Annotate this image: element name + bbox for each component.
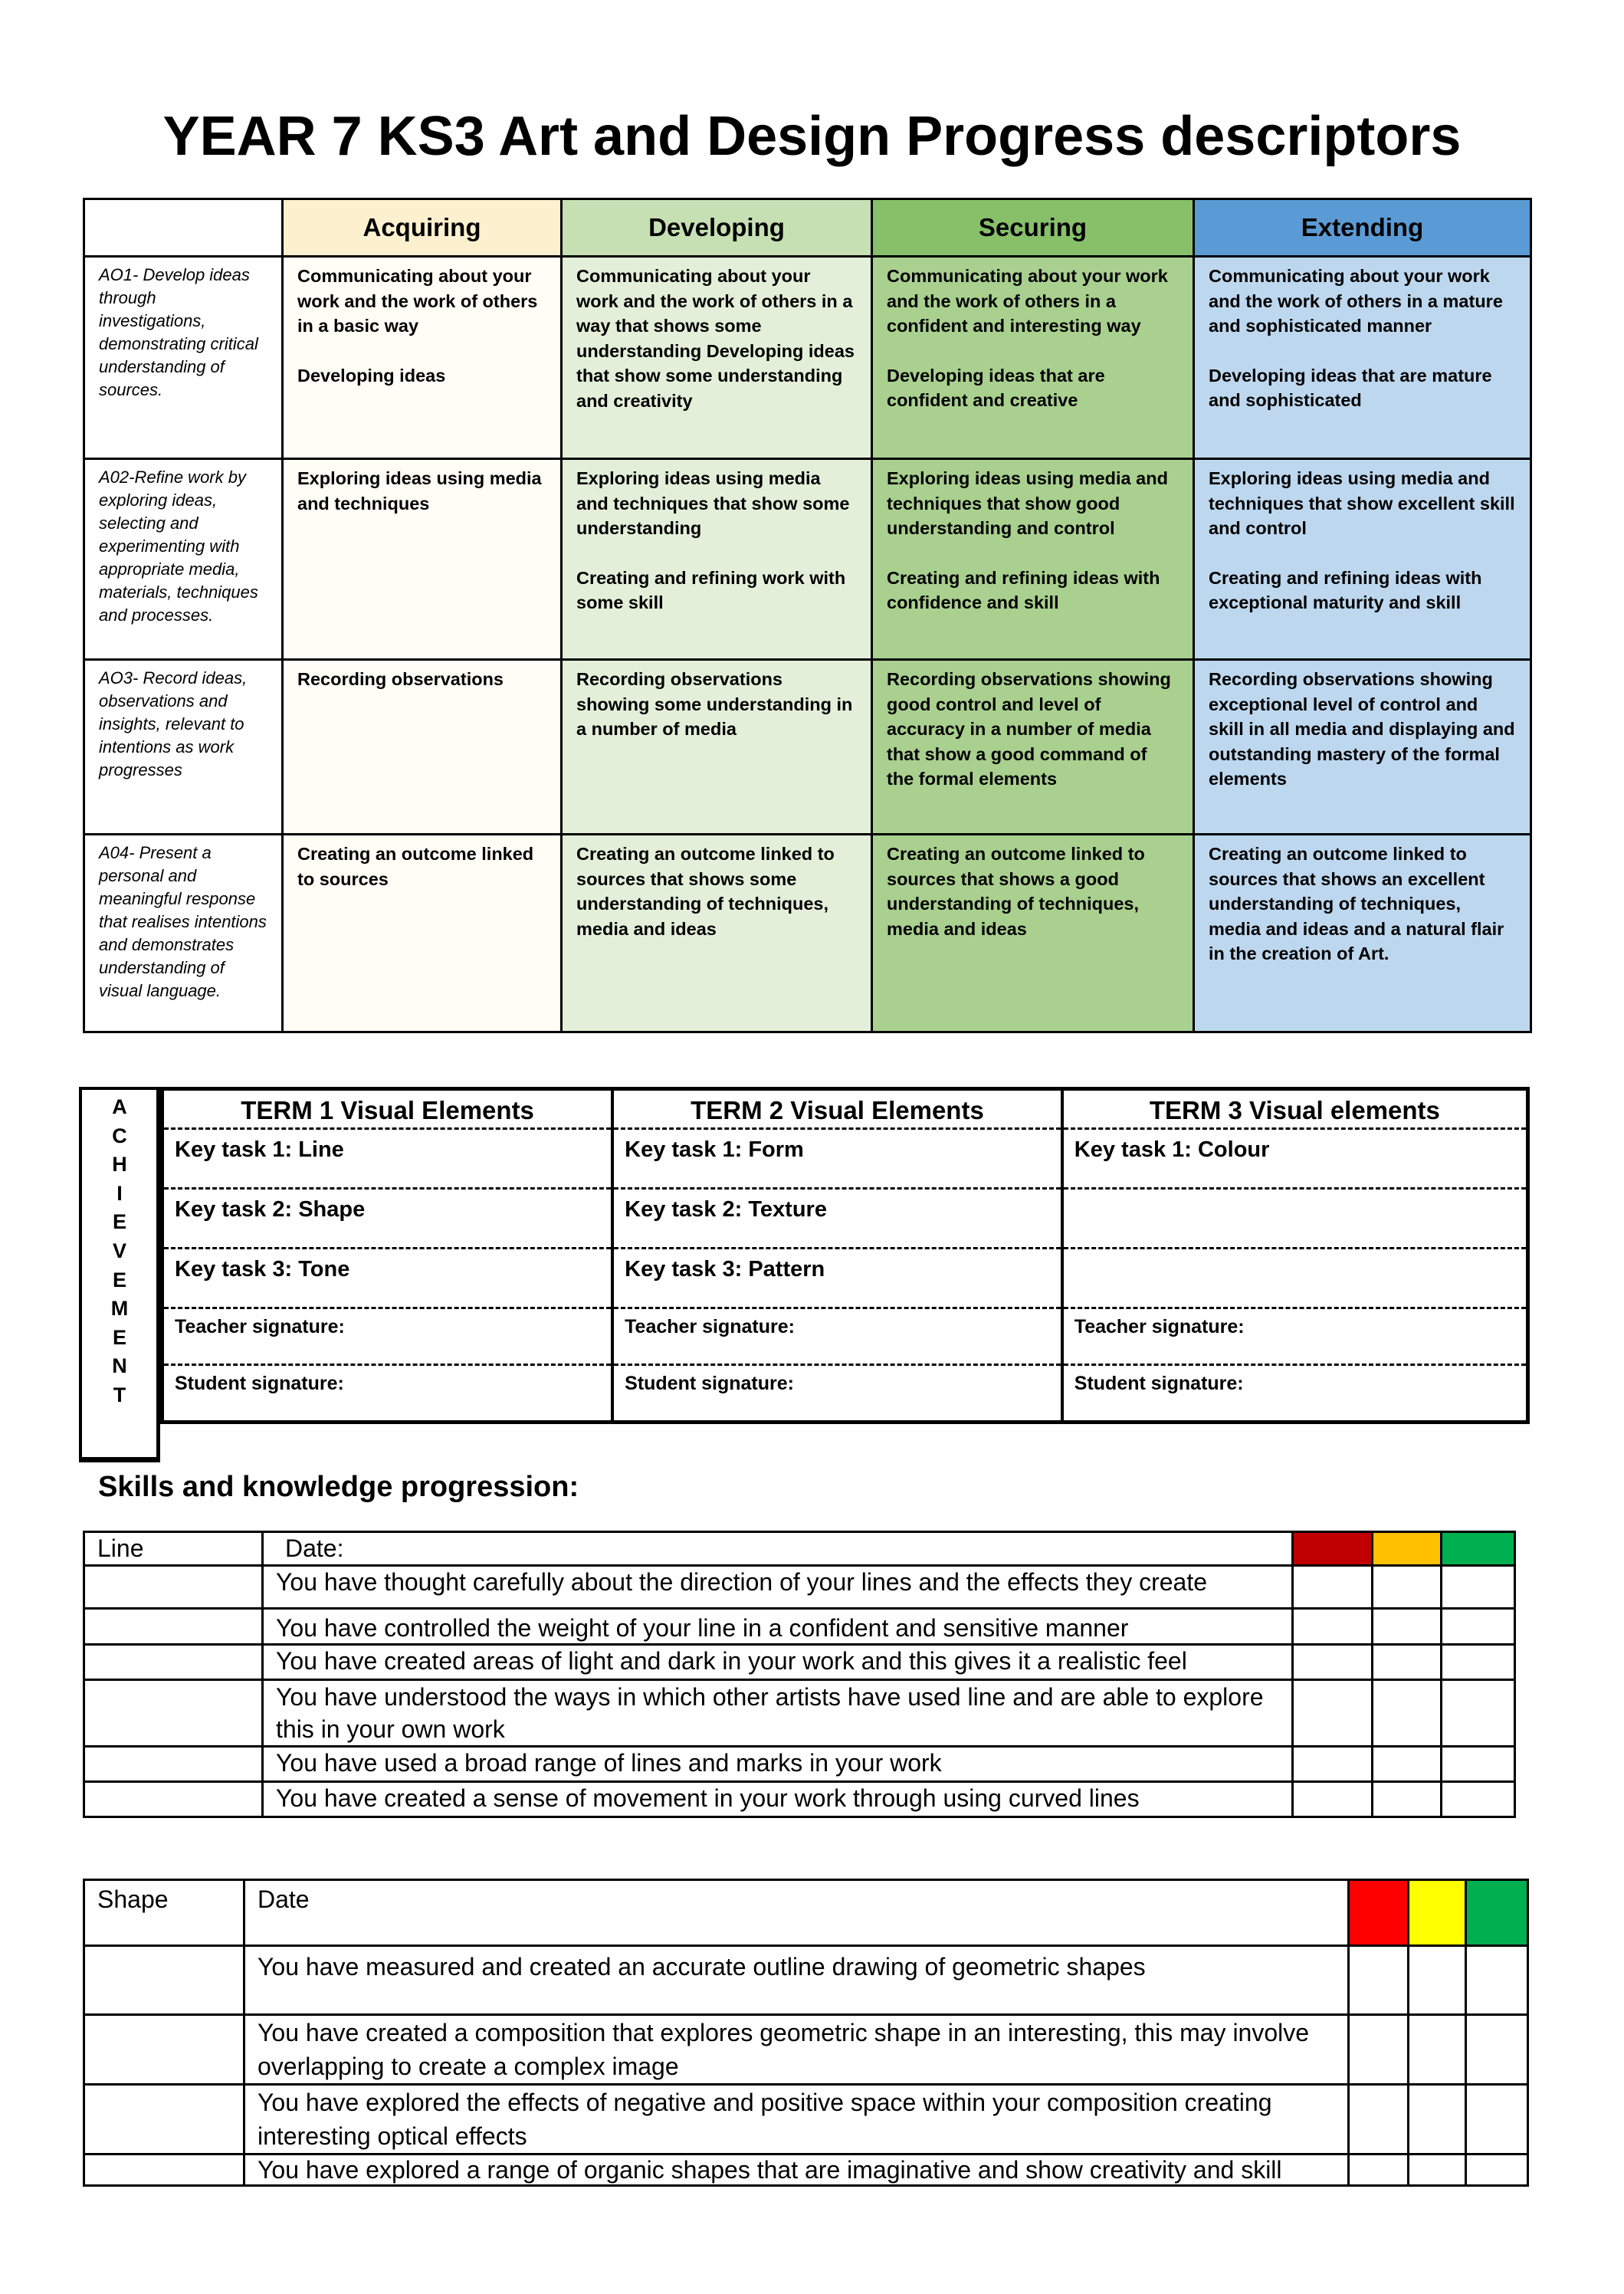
term1-task3: Key task 3: Tone [162,1249,613,1308]
descriptor-row-ao4 [84,835,1531,1032]
shape-skill-row [84,1946,1528,2015]
ao2-extending [1194,459,1531,660]
term3-title: TERM 3 Visual elements [1062,1089,1528,1129]
achievement-letter: E [112,1325,126,1349]
green-rating-swatch [1466,1880,1528,1946]
achievement-letter: E [112,1210,126,1234]
red-checkbox[interactable] [1293,1609,1373,1645]
term2-teacher-signature[interactable]: Teacher signature: [612,1308,1062,1365]
green-checkbox[interactable] [1442,1645,1515,1680]
term3-teacher-signature[interactable]: Teacher signature: [1062,1308,1528,1365]
term2-student-signature[interactable]: Student signature: [612,1365,1062,1423]
shape-skill-row [84,2085,1528,2155]
line-header-row [84,1532,1515,1566]
ao1-acquiring [283,257,562,459]
skill-text: You have used a broad range of lines and marks in your work [263,1747,1293,1782]
term1-title: TERM 1 Visual Elements [162,1089,613,1129]
descriptor-row-ao2 [84,459,1531,660]
green-rating-swatch [1442,1532,1515,1566]
descriptor-text: Developing ideas [297,365,446,386]
descriptor-text: Communicating about your work and the work of others in a confident and interesting way [887,266,1168,336]
green-checkbox[interactable] [1442,1680,1515,1747]
achievement-letter: T [113,1383,126,1406]
amber-checkbox[interactable] [1373,1782,1442,1817]
term1-task1: Key task 1: Line [162,1129,613,1189]
achievement-table [160,1087,1530,1424]
term2-task1: Key task 1: Form [612,1129,1062,1189]
descriptor-text: Developing ideas that are confident and creative [887,365,1105,410]
blank-cell [84,2085,244,2155]
descriptor-text: Communicating about your work and the work of others in a mature and sophisticated manner [1209,266,1503,336]
skill-text: You have explored a range of organic shapes that are imaginative and show creativity and skill [244,2155,1349,2186]
descriptor-text: Communicating about your work and the work of others in a basic way [297,266,538,336]
ao3-securing: Recording observations showing good control and level of accuracy in a number of media that show a good command of the formal elements [872,660,1194,835]
term3-task1: Key task 1: Colour [1062,1129,1528,1189]
objective-ao1: AO1- Develop ideas through investigations, demonstrating critical understanding of sources. [84,257,283,459]
shape-skill-row [84,2015,1528,2085]
amber-checkbox[interactable] [1373,1566,1442,1609]
red-checkbox[interactable] [1349,2015,1409,2085]
ao2-developing [562,459,872,660]
green-checkbox[interactable] [1466,2155,1528,2186]
term1-teacher-signature[interactable]: Teacher signature: [162,1308,613,1365]
descriptor-text: Exploring ideas using media and techniques that show some understanding [576,468,850,538]
line-skill-row [84,1782,1515,1817]
ao4-acquiring: Creating an outcome linked to sources [283,835,562,1032]
header-blank [84,199,283,257]
achievement-letter: H [112,1153,127,1177]
header-developing: Developing [562,199,872,257]
line-label: Line [84,1532,263,1566]
term2-task2: Key task 2: Texture [612,1189,1062,1249]
term2-title: TERM 2 Visual Elements [612,1089,1062,1129]
term-header-row [162,1089,1528,1129]
ao4-extending: Creating an outcome linked to sources that shows an excellent understanding of techniques, media and ideas and a natural flair in the creation of Art. [1194,835,1531,1032]
shape-skill-row [84,2155,1528,2186]
skill-text: You have created a sense of movement in your work through using curved lines [263,1782,1293,1817]
red-checkbox[interactable] [1293,1645,1373,1680]
shape-label: Shape [84,1880,244,1946]
green-checkbox[interactable] [1466,2085,1528,2155]
green-checkbox[interactable] [1442,1609,1515,1645]
ao3-developing: Recording observations showing some understanding in a number of media [562,660,872,835]
descriptor-text: Communicating about your work and the work of others in a way that shows some understanding Developing ideas that show some understanding and creativity [576,266,855,411]
ao2-acquiring [283,459,562,660]
descriptor-text: Exploring ideas using media and techniques that show excellent skill and control [1209,468,1515,538]
yellow-rating-swatch [1409,1880,1466,1946]
red-checkbox[interactable] [1349,2155,1409,2186]
achievement-letter: M [110,1297,129,1321]
amber-checkbox[interactable] [1373,1680,1442,1747]
green-checkbox[interactable] [1466,1946,1528,2015]
objective-ao4: A04- Present a personal and meaningful response that realises intentions and demonstrates understanding of visual language. [84,835,283,1032]
green-checkbox[interactable] [1466,2015,1528,2085]
red-checkbox[interactable] [1293,1566,1373,1609]
green-checkbox[interactable] [1442,1566,1515,1609]
term2-task3: Key task 3: Pattern [612,1249,1062,1308]
skill-text: You have created areas of light and dark in your work and this gives it a realistic feel [263,1645,1293,1680]
skill-text: You have created a composition that explores geometric shape in an interesting, this may involve overlapping to create a complex image [244,2015,1349,2085]
descriptor-text: Creating and refining work with some skill [576,567,846,612]
yellow-checkbox[interactable] [1409,2155,1466,2186]
descriptor-text: Creating and refining ideas with confidence and skill [887,567,1160,612]
ao4-developing: Creating an outcome linked to sources that shows some understanding of techniques, media and ideas [562,835,872,1032]
term3-task3 [1062,1249,1528,1308]
header-acquiring: Acquiring [283,199,562,257]
header-securing: Securing [872,199,1194,257]
amber-checkbox[interactable] [1373,1747,1442,1782]
amber-rating-swatch [1373,1532,1442,1566]
descriptor-row-ao1 [84,257,1531,459]
skills-heading: Skills and knowledge progression: [98,1471,579,1503]
red-checkbox[interactable] [1349,1946,1409,2015]
green-checkbox[interactable] [1442,1782,1515,1817]
term3-student-signature[interactable]: Student signature: [1062,1365,1528,1423]
blank-cell [84,1566,263,1609]
red-checkbox[interactable] [1293,1680,1373,1747]
objective-ao3: AO3- Record ideas, observations and insights, relevant to intentions as work progresses [84,660,283,835]
descriptor-text: Exploring ideas using media and techniques that show good understanding and control [887,468,1168,538]
descriptor-text: Developing ideas that are mature and sophisticated [1209,365,1492,410]
ao1-extending [1194,257,1531,459]
amber-checkbox[interactable] [1373,1609,1442,1645]
green-checkbox[interactable] [1442,1747,1515,1782]
achievement-letter: C [112,1124,127,1147]
skill-text: You have explored the effects of negative and positive space within your composition creating interesting optical effects [244,2085,1349,2155]
term3-task2 [1062,1189,1528,1249]
line-skill-row [84,1680,1515,1747]
ao3-extending: Recording observations showing exceptional level of control and skill in all media and displaying and outstanding mastery of the formal elements [1194,660,1531,835]
blank-cell [84,1747,263,1782]
achievement-letter: E [112,1268,126,1291]
red-checkbox[interactable] [1349,2085,1409,2155]
shape-date-label[interactable]: Date [244,1880,1349,1946]
blank-cell [84,1645,263,1680]
term1-student-signature[interactable]: Student signature: [162,1365,613,1423]
header-extending: Extending [1194,199,1531,257]
achievement-letter: N [112,1354,127,1378]
objective-ao2: A02-Refine work by exploring ideas, selecting and experimenting with appropriate media, materials, techniques and processes. [84,459,283,660]
blank-cell [84,1782,263,1817]
achievement-letter: V [112,1239,126,1262]
descriptor-header-row [84,199,1531,257]
red-rating-swatch [1293,1532,1373,1566]
blank-cell [84,2015,244,2085]
ao4-securing: Creating an outcome linked to sources that shows a good understanding of techniques, media and ideas [872,835,1194,1032]
yellow-checkbox[interactable] [1409,2015,1466,2085]
ao1-securing [872,257,1194,459]
yellow-checkbox[interactable] [1409,1946,1466,2015]
achievement-vertical-label [79,1093,160,1410]
achievement-letter: A [112,1095,127,1118]
line-skills-table [83,1531,1516,1818]
yellow-checkbox[interactable] [1409,2085,1466,2155]
shape-header-row [84,1880,1528,1946]
descriptor-text: Exploring ideas using media and techniques [297,468,542,514]
blank-cell [84,1946,244,2015]
skill-text: You have thought carefully about the direction of your lines and the effects they create [263,1566,1293,1609]
amber-checkbox[interactable] [1373,1645,1442,1680]
page-title: YEAR 7 KS3 Art and Design Progress descriptors [162,106,1462,167]
line-skill-row [84,1645,1515,1680]
shape-skills-table [83,1879,1529,2187]
line-date-label[interactable]: Date: [263,1532,1293,1566]
teacher-signature-row [162,1308,1528,1365]
term1-task2: Key task 2: Shape [162,1189,613,1249]
skill-text: You have measured and created an accurate outline drawing of geometric shapes [244,1946,1349,2015]
descriptor-text: Creating and refining ideas with exceptional maturity and skill [1209,567,1482,612]
line-skill-row [84,1609,1515,1645]
blank-cell [84,2155,244,2186]
ao2-securing [872,459,1194,660]
red-checkbox[interactable] [1293,1782,1373,1817]
key-task-2-row [162,1189,1528,1249]
descriptor-row-ao3 [84,660,1531,835]
key-task-3-row [162,1249,1528,1308]
blank-cell [84,1609,263,1645]
skill-text: You have controlled the weight of your line in a confident and sensitive manner [263,1609,1293,1645]
key-task-1-row [162,1129,1528,1189]
skill-text: You have understood the ways in which other artists have used line and are able to explore this in your own work [263,1680,1293,1747]
red-checkbox[interactable] [1293,1747,1373,1782]
student-signature-row [162,1365,1528,1423]
ao3-acquiring: Recording observations [283,660,562,835]
line-skill-row [84,1566,1515,1609]
blank-cell [84,1680,263,1747]
achievement-letter: I [116,1181,123,1205]
descriptor-table [83,198,1532,1033]
red-rating-swatch [1349,1880,1409,1946]
line-skill-row [84,1747,1515,1782]
ao1-developing [562,257,872,459]
